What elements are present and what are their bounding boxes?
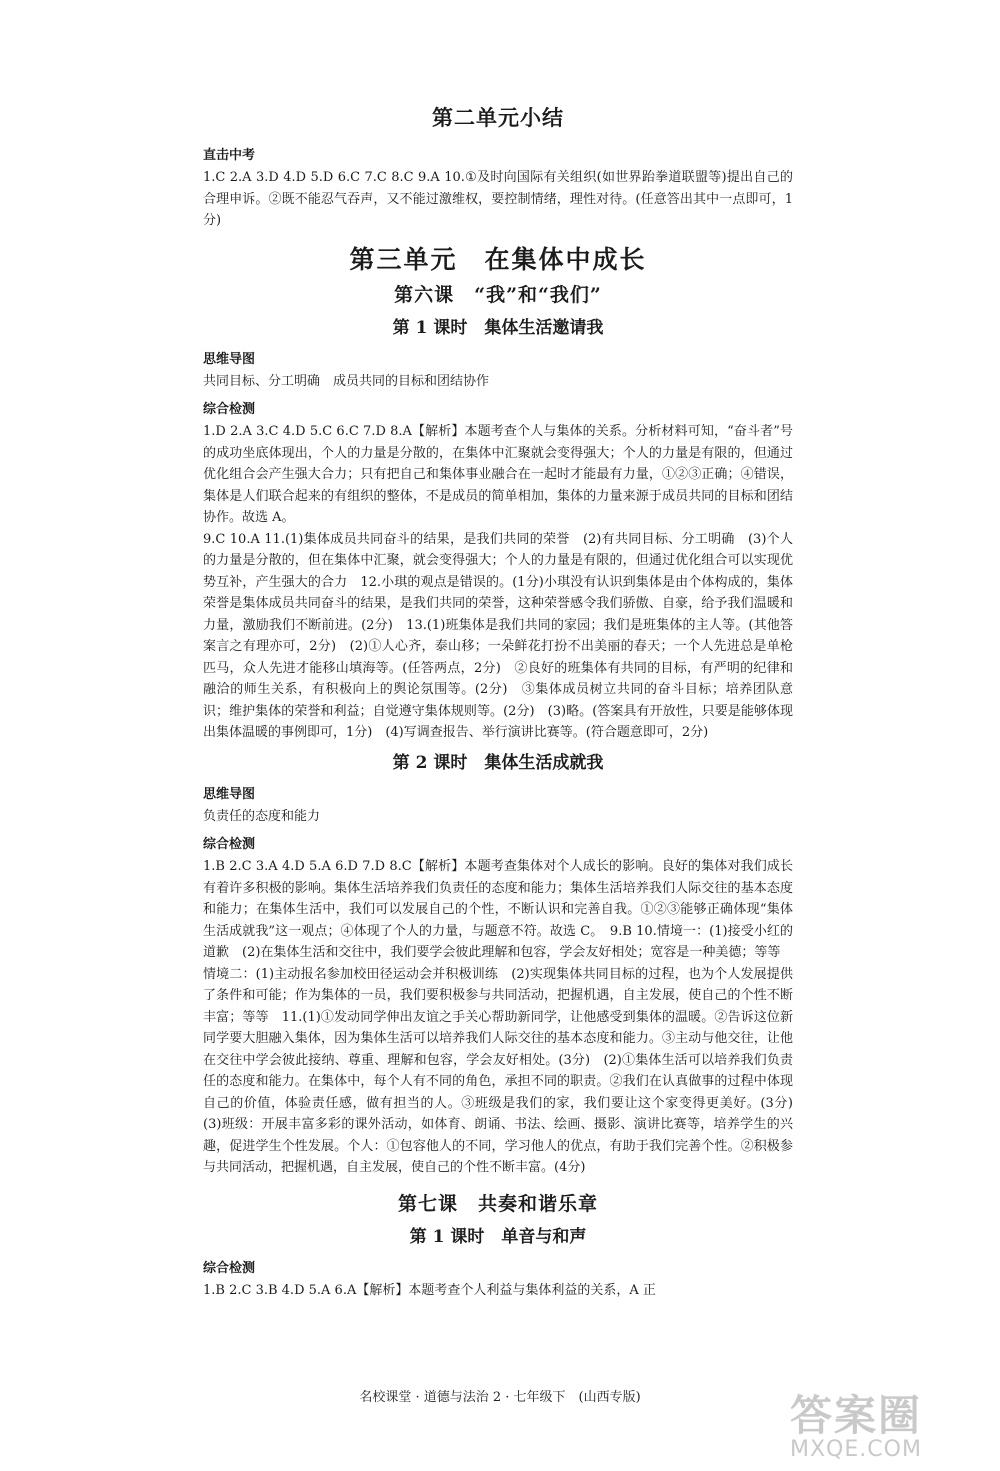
- lesson6-title: 第六课 “我”和“我们”: [394, 283, 602, 306]
- period2-answers-part1: 1.B 2.C 3.A 4.D 5.A 6.D 7.D 8.C【解析】本题考查集体对个人成长的影响。良好的集体对我们成长有着许多积极的影响。集体生活培养我们负责任的态度和能力；集体生活培养我们人际交往的基本态度和能力；在集体生活中，我们可以发展自己的个性，不断认识和完善自我。①②③能够正确体现“集体生活成就我”这一观点；④体现了个人的力量，与题意不符。故选 C。 9.B 10.情境一：(1)接受小红的道歉 (2)在集体生活和交往中，我们要学会彼此理解和包容，学会友好相处；宽容是一种美德；等等: [203, 859, 793, 960]
- period2-test-label: 综合检测: [203, 837, 256, 852]
- lesson7-period1-title: 第 1 课时 单音与和声: [409, 1226, 587, 1247]
- page-footer: 名校课堂 · 道德与法治 2 · 七年级下 (山西专版): [359, 1390, 641, 1405]
- period1-mindmap-label: 思维导图: [203, 351, 256, 367]
- unit2-summary-title: 第二单元小结: [432, 105, 564, 130]
- lesson7-title: 第七课 共奏和谐乐章: [397, 1192, 598, 1215]
- unit2-summary-label: 直击中考: [203, 148, 256, 163]
- period1-test-label: 综合检测: [203, 402, 256, 417]
- watermark-title: 答案圈: [790, 1391, 923, 1440]
- period1-answers-part1: 1.D 2.A 3.C 4.D 5.C 6.C 7.D 8.A【解析】本题考查个人与集体的关系。分析材料可知，“奋斗者”号的成功坐底体现出，个人的力量是分散的，在集体中汇聚就会变得强大；个人的力量是有限的，但通过优化组合会产生强大合力；只有把自己和集体事业融合在一起时才能最有力量，①②③正确；④错误，集体是人们联合起来的有组织的整体，不是成员的简单相加，集体的力量来源于成员共同的目标和团结协作。故选 A。: [203, 424, 793, 525]
- lesson6-period1-title: 第 1 课时 集体生活邀请我: [392, 317, 604, 338]
- period2-answers-part2: 情境二：(1)主动报名参加校田径运动会并积极训练 (2)实现集体共同目标的过程，也为个人发展提供了条件和可能；作为集体的一员，我们要积极参与共同活动，把握机遇，自主发展，使自己的个性不断丰富；等等 11.(1)①发动同学伸出友谊之手关心帮助新同学，让他感受到集体的温暖。②告诉这位新同学要大胆融入集体，因为集体生活可以培养我们人际交往的基本态度和能力。③主动与他交往，让他在交往中学会彼此接纳、尊重、理解和包容，学会友好相处。(3分) (2)①集体生活可以培养我们负责任的态度和能力。在集体中，每个人有不同的角色，承担不同的职责。②我们在认真做事的过程中体现自己的价值，体验责任感，做有担当的人。③班级是我们的家，我们要让这个家变得更美好。(3分) (3)班级：开展丰富多彩的课外活动，如体育、朗诵、书法、绘画、摄影、演讲比赛等，培养学生的兴趣，促进学生个性发展。个人：①包容他人的不同，学习他人的优点，有助于我们完善个性。②积极参与共同活动，把握机遇，自主发展，使自己的个性不断丰富。(4分): [203, 966, 807, 1175]
- unit2-summary-answers: 1.C 2.A 3.D 4.D 5.D 6.C 7.C 8.C 9.A 10.①及时向国际有关组织(如世界跆拳道联盟等)提出自己的合理申诉。②既不能忍气吞声，又不能过激维权，要控制情绪，理性对待。(任意答出其中一点即可，1分): [203, 170, 793, 228]
- lesson6-period2-title: 第 2 课时 集体生活成就我: [392, 752, 604, 773]
- page-content: [203, 102, 807, 1301]
- period2-mindmap-label: 思维导图: [203, 786, 256, 802]
- watermark-url: MXQE.COM: [790, 1437, 922, 1462]
- period1-mindmap-text: 共同目标、分工明确 成员共同的目标和团结协作: [203, 373, 490, 389]
- period2-mindmap-text: 负责任的态度和能力: [203, 808, 321, 824]
- lesson7-answers: 1.B 2.C 3.B 4.D 5.A 6.A【解析】本题考查个人利益与集体利益的关系，A 正: [203, 1282, 656, 1298]
- period1-answers-part2: 9.C 10.A 11.(1)集体成员共同奋斗的结果，是我们共同的荣誉 (2)有共同目标、分工明确 (3)个人的力量是分散的，但在集体中汇聚，就会变得强大；个人的力量是有限的，但通过优化组合可以实现优势互补，产生强大的合力 12.小琪的观点是错误的。(1分)小琪没有认识到集体是由个体构成的，集体荣誉是集体成员共同奋斗的结果，是我们共同的荣誉，这种荣誉感令我们骄傲、自豪，给予我们温暖和力量，激励我们不断前进。(2分) 13.(1)班集体是我们共同的家园；我们是班集体的主人等。(其他答案言之有理亦可，2分) (2)①人心齐，泰山移；一朵鲜花打扮不出美丽的春天；一个人先进总是单枪匹马，众人先进才能移山填海等。(任答两点，2分) ②良好的班集体有共同的目标，有严明的纪律和融洽的师生关系，有积极向上的舆论氛围等。(2分) ③集体成员树立共同的奋斗目标；培养团队意识；维护集体的荣誉和利益；自觉遵守集体规则等。(2分) (3)略。(答案具有开放性，只要是能够体现出集体温暖的事例即可，1分) (4)写调查报告、举行演讲比赛等。(符合题意即可，2分): [203, 531, 793, 740]
- unit3-title: 第三单元 在集体中成长: [349, 244, 647, 274]
- lesson7-test-label: 综合检测: [203, 1260, 256, 1276]
- watermark-logo: [790, 1393, 980, 1463]
